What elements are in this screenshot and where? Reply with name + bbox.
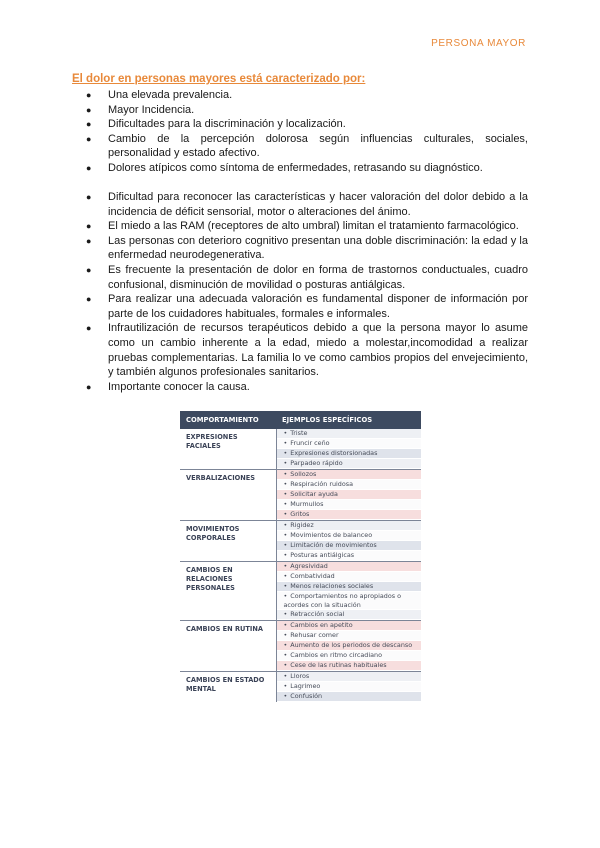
behavior-table-figure xyxy=(180,411,421,702)
example-item: • Murmullos xyxy=(277,500,422,510)
example-item: • Expresiones distorsionadas xyxy=(277,449,422,459)
difficulties-list xyxy=(82,190,528,394)
list-item: ● Dolores atípicos como síntoma de enfermedades, retrasando su diagnóstico. xyxy=(82,161,528,176)
examples-cell xyxy=(276,621,421,672)
list-item: ● Mayor Incidencia. xyxy=(82,103,528,118)
table-row xyxy=(180,621,421,672)
example-item: • Retracción social xyxy=(277,610,422,620)
list-item: ● Las personas con deterioro cognitivo presentan una doble discriminación: la edad y la enfermedad neurodegenerativa. xyxy=(82,234,528,263)
behavior-table xyxy=(180,411,421,702)
examples-cell xyxy=(276,562,421,621)
examples-cell xyxy=(276,521,421,562)
list-item: ● Dificultades para la discriminación y localización. xyxy=(82,117,528,132)
example-item: • Menos relaciones sociales xyxy=(277,582,422,592)
list-item: ● El miedo a las RAM (receptores de alto umbral) limitan el tratamiento farmacológico. xyxy=(82,219,528,234)
example-item: • Agresividad xyxy=(277,562,422,572)
example-item: • Limitación de movimientos xyxy=(277,541,422,551)
examples-cell xyxy=(276,470,421,521)
example-item: • Posturas antiálgicas xyxy=(277,551,422,561)
example-item: • Triste xyxy=(277,429,422,439)
example-item: • Sollozos xyxy=(277,470,422,480)
list-item: ● Es frecuente la presentación de dolor en forma de trastornos conductuales, cuadro confusional, disminución de movilidad o posturas antiálgicas. xyxy=(82,263,528,292)
example-item: • Cambios en apetito xyxy=(277,621,422,631)
example-item: • Cese de las rutinas habituales xyxy=(277,661,422,671)
table-row xyxy=(180,562,421,621)
example-item: • Rigidez xyxy=(277,521,422,531)
table-row xyxy=(180,521,421,562)
category-cell: CAMBIOS EN RUTINA xyxy=(180,621,276,672)
examples-cell xyxy=(276,672,421,703)
table-header-behavior: COMPORTAMIENTO xyxy=(180,411,276,429)
example-item: • Parpadeo rápido xyxy=(277,459,422,469)
table-row xyxy=(180,672,421,703)
characteristics-list xyxy=(82,88,528,176)
category-cell: CAMBIOS EN ESTADO MENTAL xyxy=(180,672,276,703)
table-row xyxy=(180,470,421,521)
list-item: ● Una elevada prevalencia. xyxy=(82,88,528,103)
table-row xyxy=(180,429,421,470)
example-item: • Combatividad xyxy=(277,572,422,582)
example-item: • Rehusar comer xyxy=(277,631,422,641)
category-cell: EXPRESIONES FACIALES xyxy=(180,429,276,470)
list-item: ● Importante conocer la causa. xyxy=(82,380,528,395)
header-label: PERSONA MAYOR xyxy=(431,38,526,49)
category-cell: MOVIMIENTOS CORPORALES xyxy=(180,521,276,562)
example-item: • Gritos xyxy=(277,510,422,520)
section-title: El dolor en personas mayores está caracterizado por: xyxy=(72,73,366,85)
category-cell: VERBALIZACIONES xyxy=(180,470,276,521)
example-item: • Movimientos de balanceo xyxy=(277,531,422,541)
example-item: • Respiración ruidosa xyxy=(277,480,422,490)
example-item: • Aumento de los periodos de descanso xyxy=(277,641,422,651)
example-item: • Lloros xyxy=(277,672,422,682)
list-item: ● Para realizar una adecuada valoración es fundamental disponer de información por parte de los cuidadores habituales, formales e informales. xyxy=(82,292,528,321)
example-item: • Comportamientos no apropiados o acordes con la situación xyxy=(277,592,422,610)
table-header-examples: EJEMPLOS ESPECÍFICOS xyxy=(276,411,421,429)
example-item: • Cambios en ritmo circadiano xyxy=(277,651,422,661)
list-item: ● Dificultad para reconocer las características y hacer valoración del dolor debido a la incidencia de déficit sensorial, motor o alteraciones del ánimo. xyxy=(82,190,528,219)
example-item: • Fruncir ceño xyxy=(277,439,422,449)
example-item: • Confusión xyxy=(277,692,422,702)
list-item: ● Cambio de la percepción dolorosa según influencias culturales, sociales, personalidad y estado afectivo. xyxy=(82,132,528,161)
example-item: • Lagrimeo xyxy=(277,682,422,692)
table-header-row xyxy=(180,411,421,429)
category-cell: CAMBIOS EN RELACIONES PERSONALES xyxy=(180,562,276,621)
example-item: • Solicitar ayuda xyxy=(277,490,422,500)
list-item: ● Infrautilización de recursos terapéuticos debido a que la persona mayor lo asume como un cambio inherente a la edad, miedo a molestar,incomodidad a realizar pruebas complementarias. La familia lo ve como cambios propios del envejecimiento, y también algunos profesionales sanitarios. xyxy=(82,321,528,379)
examples-cell xyxy=(276,429,421,470)
